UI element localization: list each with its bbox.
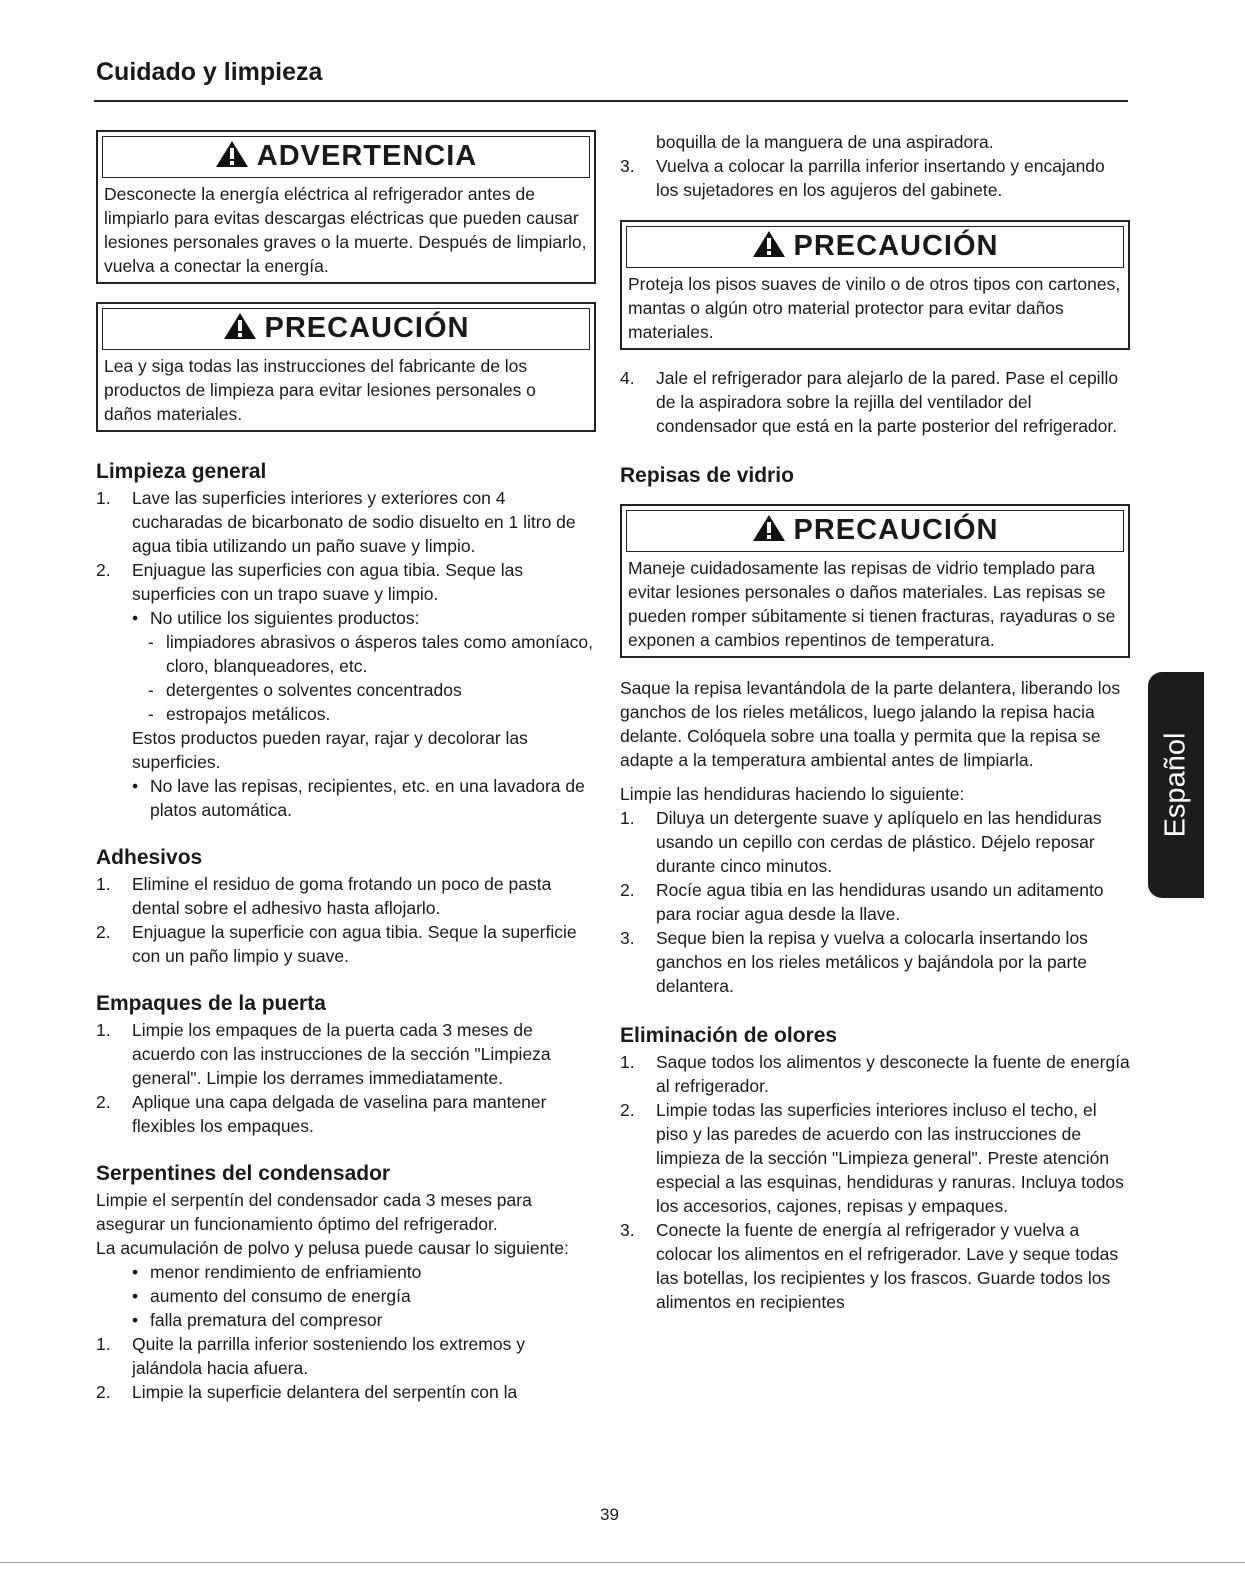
dash-item — [96, 630, 596, 678]
list-text: Limpie los empaques de la puerta cada 3 meses de acuerdo con las instrucciones de la sección "Limpieza general". Limpie los derrames immediatamente. — [132, 1020, 551, 1088]
list-number: 2. — [96, 1092, 111, 1112]
advertencia-title: ADVERTENCIA — [256, 140, 478, 172]
page-number: 39 — [600, 1505, 619, 1524]
list-text: Saque todos los alimentos y desconecte la fuente de energía al refrigerador. — [656, 1052, 1130, 1096]
advertencia-box — [96, 130, 596, 284]
list-item — [96, 1332, 596, 1380]
dash-glyph: - — [148, 680, 154, 700]
repisas-paragraph-2: Limpie las hendiduras haciendo lo siguiente: — [620, 784, 965, 804]
bullet-item — [96, 606, 596, 630]
list-number: 3. — [620, 928, 635, 948]
list-number: 2. — [96, 1382, 111, 1402]
list-number: 1. — [620, 808, 635, 828]
list-item — [96, 558, 596, 606]
precaucion-title-2: PRECAUCIÓN — [793, 230, 999, 262]
advertencia-text: Desconecte la energía eléctrica al refrigerador antes de limpiarlo para evitas descargas eléctricas que pueden causar lesiones personales graves o la muerte. Después de limpiarlo, vuelva a conectar la energía. — [104, 184, 587, 276]
list-item — [620, 806, 1130, 878]
bullet-glyph: • — [132, 776, 139, 796]
precaucion-header-3 — [626, 510, 1124, 552]
side-tab-label: Español — [1159, 732, 1192, 838]
list-number: 2. — [96, 922, 111, 942]
bullet-item — [96, 774, 596, 822]
list-number: 2. — [620, 880, 635, 900]
precaucion-header-1 — [102, 308, 590, 350]
empaques-heading: Empaques de la puerta — [96, 992, 326, 1015]
list-text: Aplique una capa delgada de vaselina para mantener flexibles los empaques. — [132, 1092, 547, 1136]
precaucion-title-1: PRECAUCIÓN — [264, 312, 470, 344]
list-text: Seque bien la repisa y vuelva a colocarla insertando los ganchos en los rieles metálicos y bajándola por la parte delantera. — [656, 928, 1088, 996]
list-text: Limpie la superficie delantera del serpentín con la — [132, 1382, 518, 1402]
list-number: 3. — [620, 156, 635, 176]
dash-text: estropajos metálicos. — [166, 704, 331, 724]
list-text: Conecte la fuente de energía al refrigerador y vuelva a colocar los alimentos en el refrigerador. Lave y seque todas las botellas, los recipientes y los frascos. Guarde todos los alimentos en recipientes — [656, 1220, 1119, 1312]
list-item — [96, 872, 596, 920]
list-number: 1. — [96, 488, 111, 508]
bullet-text: No lave las repisas, recipientes, etc. en una lavadora de platos automática. — [150, 776, 585, 820]
left-column — [96, 130, 596, 1404]
bullet-item — [96, 1260, 596, 1284]
bullet-glyph: • — [132, 1310, 139, 1330]
limpieza-note: Estos productos pueden rayar, rajar y decolorar las superficies. — [132, 728, 528, 772]
list-number: 2. — [620, 1100, 635, 1120]
dash-glyph: - — [148, 632, 154, 652]
precaucion-box-3 — [620, 504, 1130, 658]
precaucion-box-1 — [96, 302, 596, 432]
list-number: 1. — [96, 1334, 111, 1354]
bullet-glyph: • — [132, 1286, 139, 1306]
olores-heading: Eliminación de olores — [620, 1024, 838, 1047]
bullet-item — [96, 1308, 596, 1332]
serpentines-heading: Serpentines del condensador — [96, 1162, 391, 1185]
list-item — [620, 926, 1130, 998]
list-text: Diluya un detergente suave y aplíquelo en las hendiduras usando un cepillo con cerdas de plástico. Déjelo reposar durante cinco minutos. — [656, 808, 1102, 876]
dash-item — [96, 702, 596, 726]
bullet-text: No utilice los siguientes productos: — [150, 608, 420, 628]
dash-glyph: - — [148, 704, 154, 724]
warning-triangle-icon — [752, 230, 786, 258]
list-text: Vuelva a colocar la parrilla inferior insertando y encajando los sujetadores en los agujeros del gabinete. — [656, 156, 1105, 200]
dash-text: limpiadores abrasivos o ásperos tales como amoníaco, cloro, blanqueadores, etc. — [166, 632, 594, 676]
list-number: 3. — [620, 1220, 635, 1240]
list-text: Rocíe agua tibia en las hendiduras usando un aditamento para rociar agua desde la llave. — [656, 880, 1104, 924]
precaucion-title-3: PRECAUCIÓN — [793, 514, 999, 546]
bullet-text: aumento del consumo de energía — [150, 1286, 411, 1306]
precaucion-text-1: Lea y siga todas las instrucciones del fabricante de los productos de limpieza para evitar lesiones personales o daños materiales. — [104, 356, 536, 424]
bullet-text: menor rendimiento de enfriamiento — [150, 1262, 422, 1282]
list-item — [620, 1050, 1130, 1098]
list-text: Lave las superficies interiores y exteriores con 4 cucharadas de bicarbonato de sodio disuelto en 1 litro de agua tibia utilizando un paño suave y limpio. — [132, 488, 576, 556]
bullet-text: falla prematura del compresor — [150, 1310, 383, 1330]
list-text: Enjuague la superficie con agua tibia. Seque la superficie con un paño limpio y suave. — [132, 922, 577, 966]
precaucion-box-2 — [620, 220, 1130, 350]
list-text: Jale el refrigerador para alejarlo de la pared. Pase el cepillo de la aspiradora sobre la rejilla del ventilador del condensador que está en la parte posterior del refrigerador. — [656, 368, 1119, 436]
warning-triangle-icon — [752, 514, 786, 542]
list-item — [96, 1090, 596, 1138]
list-item — [96, 486, 596, 558]
list-number: 1. — [96, 1020, 111, 1040]
list-item — [96, 920, 596, 968]
bullet-glyph: • — [132, 608, 139, 628]
language-side-tab — [1148, 672, 1204, 898]
list-item — [620, 154, 1130, 202]
list-item — [96, 1018, 596, 1090]
list-text: Enjuague las superficies con agua tibia. Seque las superficies con un trapo suave y limpio. — [132, 560, 524, 604]
list-number: 4. — [620, 368, 635, 388]
serpentines-intro-2: La acumulación de polvo y pelusa puede causar lo siguiente: — [96, 1238, 569, 1258]
serpentines-intro-1: Limpie el serpentín del condensador cada 3 meses para asegurar un funcionamiento óptimo del refrigerador. — [96, 1190, 532, 1234]
list-text: Quite la parrilla inferior sosteniendo los extremos y jalándola hacia afuera. — [132, 1334, 525, 1378]
precaucion-header-2 — [626, 226, 1124, 268]
adhesivos-heading: Adhesivos — [96, 846, 203, 869]
repisas-paragraph-1: Saque la repisa levantándola de la parte delantera, liberando los ganchos de los rieles metálicos, luego jalando la repisa hacia delante. Colóquela sobre una toalla y permita que la repisa se adapte a la temperatura ambiental antes de limpiarla. — [620, 678, 1121, 770]
list-number: 1. — [96, 874, 111, 894]
advertencia-header — [102, 136, 590, 178]
dash-text: detergentes o solventes concentrados — [166, 680, 462, 700]
list-number: 2. — [96, 560, 111, 580]
bullet-item — [96, 1284, 596, 1308]
precaucion-text-2: Proteja los pisos suaves de vinilo o de otros tipos con cartones, mantas o algún otro material protector para evitar daños materiales. — [628, 274, 1121, 342]
right-column — [620, 130, 1130, 1314]
list-item — [620, 366, 1130, 438]
list-item — [96, 1380, 596, 1404]
bullet-glyph: • — [132, 1262, 139, 1282]
list-item — [620, 1218, 1130, 1314]
bottom-rule — [0, 1562, 1245, 1563]
title-rule — [94, 100, 1128, 102]
list-number: 1. — [620, 1052, 635, 1072]
limpieza-general-heading: Limpieza general — [96, 460, 267, 483]
precaucion-text-3: Maneje cuidadosamente las repisas de vidrio templado para evitar lesiones personales o daños materiales. Las repisas se pueden romper súbitamente si tienen fracturas, rayaduras o se exponen a cambios repentinos de temperatura. — [628, 558, 1116, 650]
warning-triangle-icon — [223, 312, 257, 340]
serpentines-continuation: boquilla de la manguera de una aspiradora. — [656, 132, 994, 152]
list-text: Elimine el residuo de goma frotando un poco de pasta dental sobre el adhesivo hasta aflojarlo. — [132, 874, 552, 918]
warning-triangle-icon — [215, 140, 249, 168]
repisas-heading: Repisas de vidrio — [620, 464, 794, 487]
list-item — [620, 878, 1130, 926]
list-item — [620, 1098, 1130, 1218]
list-text: Limpie todas las superficies interiores incluso el techo, el piso y las paredes de acuerdo con las instrucciones de limpieza de la sección "Limpieza general". Preste atención especial a las esquinas, hendiduras y ranuras. Incluya todos los accesorios, cajones, repisas y empaques. — [656, 1100, 1124, 1216]
page-title: Cuidado y limpieza — [96, 58, 323, 86]
dash-item — [96, 678, 596, 702]
